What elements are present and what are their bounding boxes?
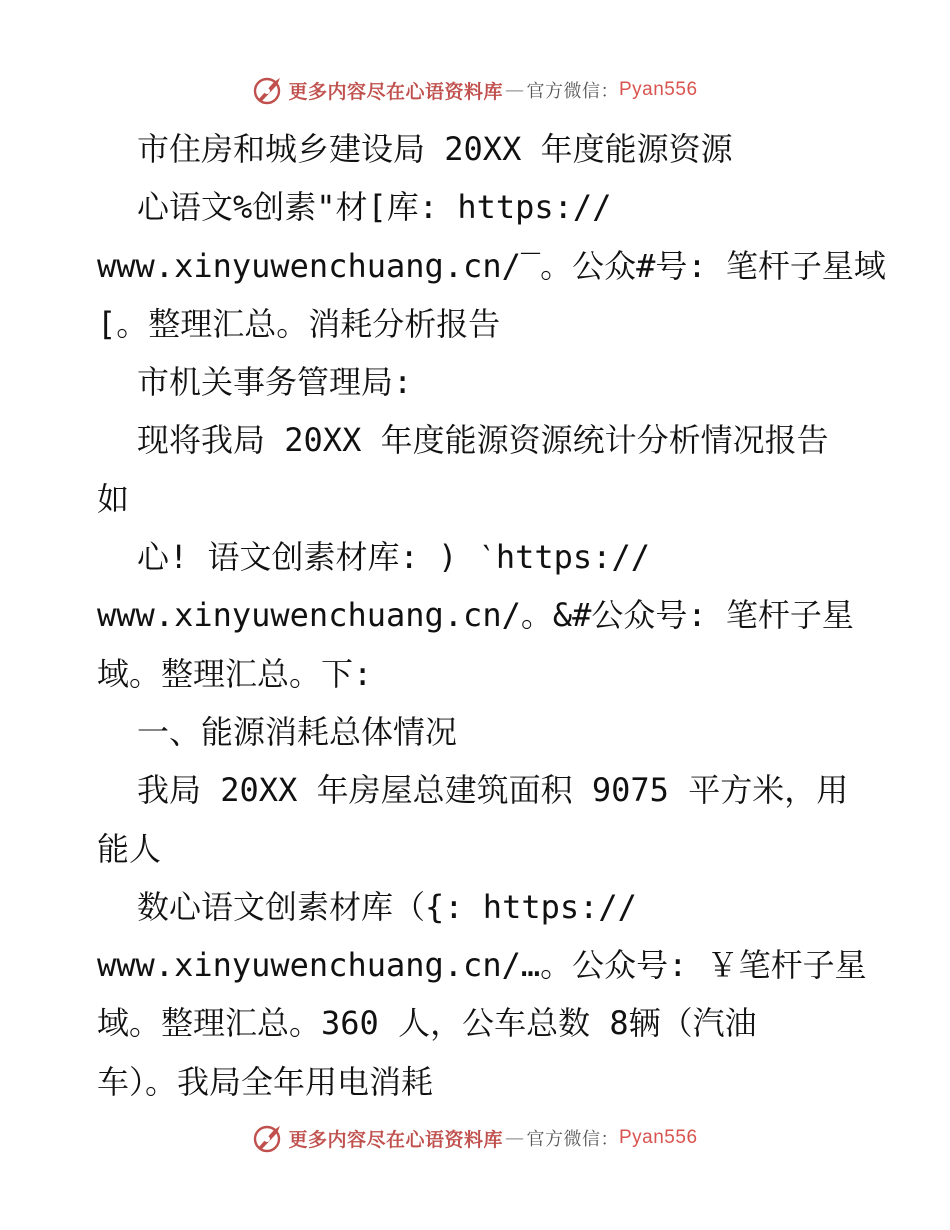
quill-pen-logo-icon (252, 74, 284, 106)
document-body (97, 120, 886, 1111)
text-line: 心语文%创素"材[库: https:// (137, 188, 612, 227)
banner-wechat-label: 官方微信： (526, 81, 619, 102)
banner-separator: — (505, 1127, 525, 1149)
banner-wechat-id: Pyan556 (619, 1127, 698, 1148)
banner-separator: — (505, 79, 525, 101)
banner-label: 更多内容尽在心语资料库 (288, 80, 503, 103)
text-line: 能人 (97, 829, 162, 868)
banner-wechat-label: 官方微信： (526, 1129, 619, 1150)
text-line: [。整理汇总。消耗分析报告 (97, 304, 501, 343)
banner-label: 更多内容尽在心语资料库 (288, 1128, 503, 1151)
banner-wechat-id: Pyan556 (619, 79, 698, 100)
text-line: 市住房和城乡建设局 20XX 年度能源资源 (137, 130, 733, 168)
text-line: www.xinyuwenchuang.cn/…。公众号: ￥笔杆子星 (97, 946, 867, 985)
text-line: 我局 20XX 年房屋总建筑面积 9075 平方米，用 (137, 771, 849, 810)
footer-watermark-banner (0, 1118, 950, 1158)
text-line: 车）。我局全年用电消耗 (97, 1062, 434, 1101)
text-line: 市机关事务管理局: (137, 363, 413, 402)
quill-pen-logo-icon (252, 1122, 284, 1154)
section-heading: 一、能源消耗总体情况 (137, 712, 458, 751)
text-line: 域。整理汇总。下: (97, 654, 373, 693)
text-line: 数心语文创素材库（{: https:// (137, 887, 637, 926)
text-line: 如 (97, 479, 130, 518)
text-line: www.xinyuwenchuang.cn/‾。公众#号: 笔杆子星域 (97, 246, 886, 285)
header-watermark-banner (0, 70, 950, 110)
text-line: 域。整理汇总。360 人，公车总数 8辆（汽油 (97, 1004, 757, 1043)
text-line: 现将我局 20XX 年度能源资源统计分析情况报告 (137, 421, 829, 460)
text-line: 心! 语文创素材库: ) ‵https:// (137, 538, 650, 577)
text-line: www.xinyuwenchuang.cn/。&#公众号: 笔杆子星 (97, 596, 854, 635)
